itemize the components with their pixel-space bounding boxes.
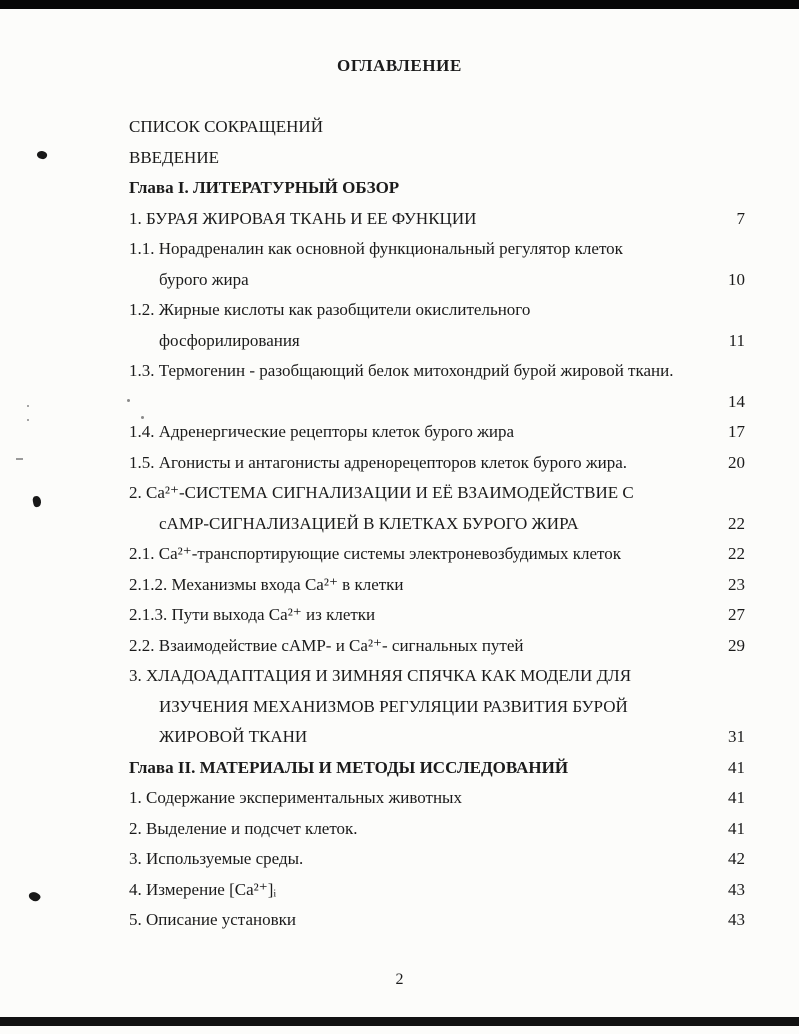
toc-line <box>129 448 745 479</box>
toc-line <box>129 631 745 662</box>
toc-page-number: 41 <box>728 818 745 838</box>
toc-list <box>129 112 745 936</box>
toc-page-number: 22 <box>728 513 745 533</box>
scan-edge-bottom-bar <box>0 1017 799 1026</box>
scan-artifact-dot <box>141 416 144 419</box>
toc-item-text: фосфорилирования <box>159 330 300 350</box>
page-title: ОГЛАВЛЕНИЕ <box>337 56 462 75</box>
toc-item-text: 2.1.2. Механизмы входа Ca²⁺ в клетки <box>129 574 404 594</box>
toc-page-number: 14 <box>728 391 745 411</box>
toc-entry <box>129 600 745 631</box>
toc-item-text: 5. Описание установки <box>129 910 296 929</box>
toc-line <box>129 875 745 906</box>
toc-item-text: 1.5. Агонисты и антагонисты адренорецепторов клеток бурого жира. <box>129 452 628 472</box>
toc-line <box>129 295 745 326</box>
toc-entry <box>129 112 745 143</box>
scan-artifact-dot <box>127 399 130 402</box>
toc-item-text: 1. БУРАЯ ЖИРОВАЯ ТКАНЬ И ЕЕ ФУНКЦИИ <box>129 208 477 228</box>
scan-edge-top-bar <box>0 0 799 9</box>
toc-item-text: ИЗУЧЕНИЯ МЕХАНИЗМОВ РЕГУЛЯЦИИ РАЗВИТИЯ БУРОЙ <box>159 696 628 716</box>
toc-line <box>129 661 745 692</box>
toc-line <box>129 600 745 631</box>
toc-line <box>129 143 745 174</box>
toc-entry <box>129 204 745 235</box>
toc-line <box>129 570 745 601</box>
scan-artifact-dash <box>16 458 23 460</box>
toc-line <box>129 814 745 845</box>
toc-item-text: 2.1. Ca²⁺-транспортирующие системы электроневозбудимых клеток <box>129 544 621 563</box>
toc-entry <box>129 661 745 753</box>
toc-line <box>129 539 745 570</box>
toc-entry <box>129 814 745 845</box>
toc-line <box>129 722 745 753</box>
toc-page-number: 23 <box>728 574 745 594</box>
toc-entry <box>129 478 745 539</box>
toc-line <box>129 112 745 143</box>
toc-page-number: 41 <box>728 757 745 777</box>
scan-artifact-speck <box>27 890 41 904</box>
toc-item-text: cAMP-СИГНАЛИЗАЦИЕЙ В КЛЕТКАХ БУРОГО ЖИРА <box>159 513 579 533</box>
scan-artifact-dot <box>27 405 29 407</box>
toc-line <box>129 844 745 875</box>
footer-page-number: 2 <box>395 971 404 988</box>
toc-entry-chapter <box>129 173 745 204</box>
toc-item-text: 3. ХЛАДОАДАПТАЦИЯ И ЗИМНЯЯ СПЯЧКА КАК МОДЕЛИ ДЛЯ <box>129 666 632 685</box>
toc-line <box>129 753 745 784</box>
toc-item-text: 2. Ca²⁺-СИСТЕМА СИГНАЛИЗАЦИИ И ЕЁ ВЗАИМОДЕЙСТВИЕ С <box>129 483 634 502</box>
toc-page-number: 17 <box>728 422 745 441</box>
scan-artifact-dot <box>27 419 29 421</box>
toc-entry <box>129 905 745 936</box>
toc-page-number: 43 <box>728 910 745 929</box>
toc-page-number: 29 <box>728 635 745 655</box>
toc-line <box>129 509 745 540</box>
toc-item-text: 3. Используемые среды. <box>129 849 304 868</box>
toc-item-text: 2.1.3. Пути выхода Ca²⁺ из клетки <box>129 605 376 624</box>
toc-item-text: 1.1. Норадреналин как основной функциональный регулятор клеток <box>129 239 623 258</box>
toc-page-number: 20 <box>728 452 745 472</box>
toc-entry <box>129 570 745 601</box>
toc-line <box>129 905 745 936</box>
toc-line <box>129 265 745 296</box>
toc-item-text: 2.2. Взаимодействие cAMP- и Ca²⁺- сигнальных путей <box>129 635 524 655</box>
toc-line <box>129 783 745 814</box>
toc-line <box>129 478 745 509</box>
toc-page-number: 11 <box>728 330 745 350</box>
toc-line <box>129 387 745 418</box>
toc-page-number: 31 <box>728 727 745 746</box>
toc-item-text: бурого жира <box>159 269 249 289</box>
toc-entry <box>129 417 745 448</box>
toc-page-number: 27 <box>728 605 745 624</box>
toc-line <box>129 234 745 265</box>
toc-item-text: Глава II. МАТЕРИАЛЫ И МЕТОДЫ ИССЛЕДОВАНИЙ <box>129 757 569 777</box>
toc-entry-chapter <box>129 753 745 784</box>
toc-entry <box>129 143 745 174</box>
toc-entry <box>129 539 745 570</box>
toc-page-number: 22 <box>728 544 745 563</box>
toc-item-text: 1.4. Адренергические рецепторы клеток бурого жира <box>129 422 515 441</box>
toc-page-number: 41 <box>728 788 745 807</box>
toc-page-number: 7 <box>736 208 745 228</box>
toc-item-text: СПИСОК СОКРАЩЕНИЙ <box>129 117 323 136</box>
toc-item-text: 1.2. Жирные кислоты как разобщители окислительного <box>129 300 531 319</box>
toc-line <box>129 417 745 448</box>
scan-artifact-speck <box>32 495 42 507</box>
toc-page-number: 10 <box>728 269 745 289</box>
toc-item-text: 2. Выделение и подсчет клеток. <box>129 818 358 838</box>
toc-page-number: 43 <box>728 879 745 899</box>
toc-entry <box>129 783 745 814</box>
toc-item-text: 4. Измерение [Ca²⁺]ᵢ <box>129 879 277 899</box>
toc-entry <box>129 448 745 479</box>
toc-line <box>129 356 745 387</box>
toc-item-text: 1. Содержание экспериментальных животных <box>129 788 462 807</box>
toc-entry <box>129 356 745 417</box>
toc-item-text: 1.3. Термогенин - разобщающий белок митохондрий бурой жировой ткани. <box>129 361 674 380</box>
toc-line <box>129 692 745 723</box>
toc-item-text: ЖИРОВОЙ ТКАНИ <box>159 727 308 746</box>
toc-line <box>129 326 745 357</box>
toc-item-text: ВВЕДЕНИЕ <box>129 147 219 167</box>
toc-line <box>129 173 745 204</box>
toc-entry <box>129 295 745 356</box>
toc-page-number: 42 <box>728 849 745 868</box>
toc-entry <box>129 875 745 906</box>
toc-entry <box>129 631 745 662</box>
toc-entry <box>129 234 745 295</box>
scan-artifact-speck <box>36 149 48 160</box>
toc-line <box>129 204 745 235</box>
toc-item-text: Глава I. ЛИТЕРАТУРНЫЙ ОБЗОР <box>129 178 400 197</box>
toc-entry <box>129 844 745 875</box>
